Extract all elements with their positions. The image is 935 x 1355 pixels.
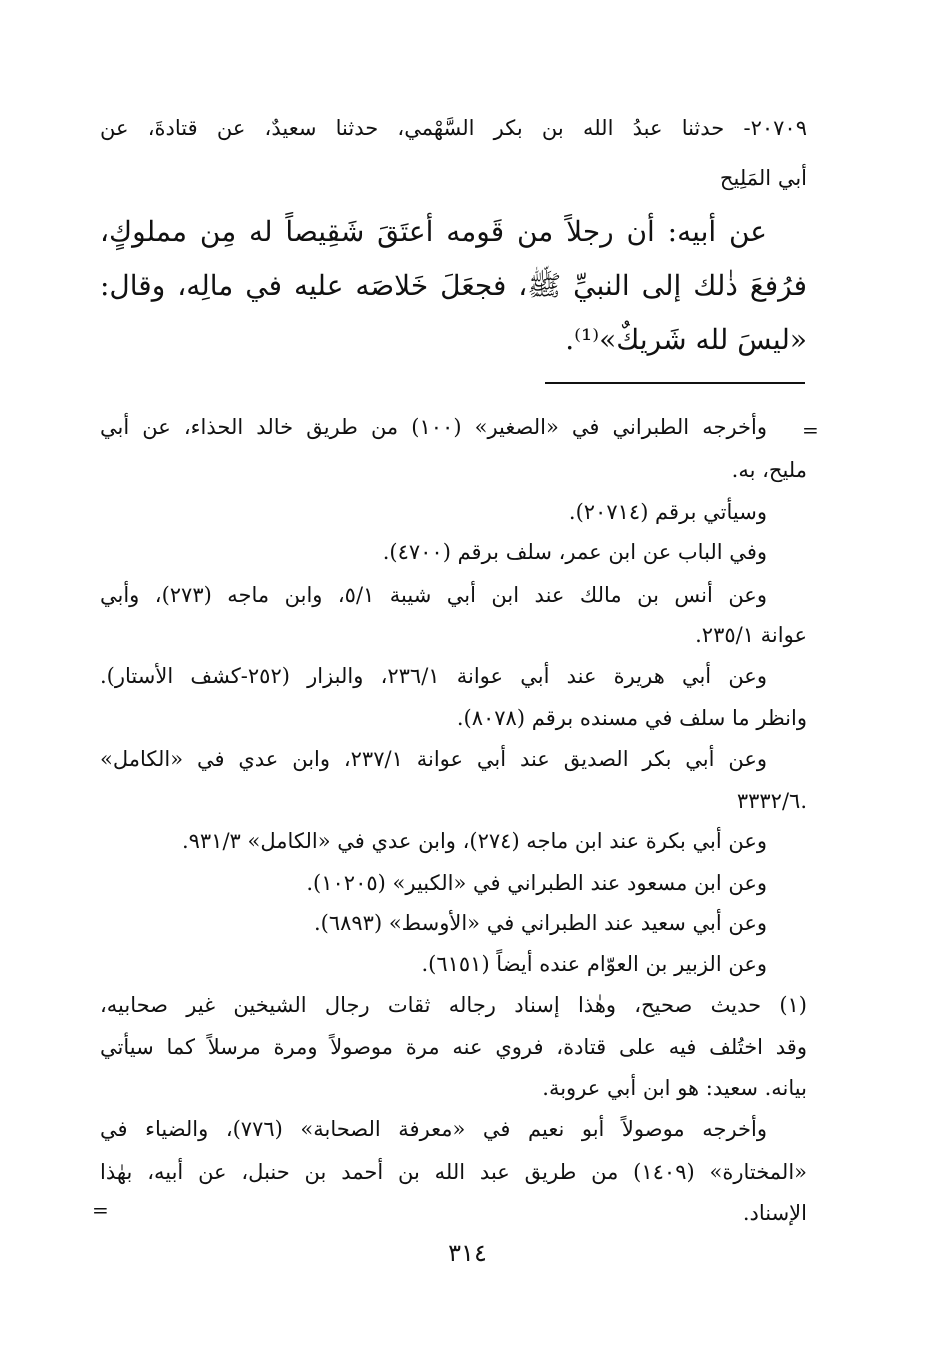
hadith-isnad-line-1: ٢٠٧٠٩- حدثنا عبدُ الله بن بكر السَّهْمي، حدثنا سعيدٌ، عن قتادةَ، عن [100, 116, 807, 140]
end-continuation-mark: = [92, 1198, 109, 1222]
footnote-line-15: (١) حديث صحيح، وهٰذا إسناد رجاله ثقات رجال الشيخين غير صحابيه، [100, 993, 807, 1017]
continuation-mark: = [802, 418, 819, 442]
page-number: ٣١٤ [448, 1239, 487, 1267]
footnote-line-2: مليح، به. [731, 458, 807, 482]
footnote-line-19: «المختارة» (١٤٠٩) من طريق عبد الله بن أحمد بن حنبل، عن أبيه، بهٰذا [100, 1160, 808, 1184]
footnote-line-5: وعن أنس بن مالك عند ابن أبي شيبة ٥/١، وابن ماجه (٢٧٣)، وأبي [100, 583, 767, 607]
footnote-line-20: الإسناد. [742, 1201, 807, 1225]
hadith-matn-line-2: فرُفعَ ذٰلك إلى النبيِّ ﷺ، فجعَلَ خَلاصَه عليه في مالِه، وقال: [100, 269, 807, 302]
footnote-line-12: وعن ابن مسعود عند الطبراني في «الكبير» (١٠٢٠٥). [306, 871, 767, 895]
footnote-line-11: وعن أبي بكرة عند ابن ماجه (٢٧٤)، وابن عدي في «الكامل» ٩٣١/٣. [181, 829, 767, 853]
footnote-separator [545, 382, 805, 384]
footnote-line-6: عوانة ٢٣٥/١. [695, 623, 807, 647]
hadith-isnad-line-2: أبي المَلِيح [719, 166, 807, 190]
footnote-line-18: وأخرجه موصولاً أبو نعيم في «معرفة الصحابة» (٧٧٦)، والضياء في [100, 1117, 767, 1141]
footnote-line-13: وعن أبي سعيد عند الطبراني في «الأوسط» (٦٨٩٣). [313, 911, 767, 935]
footnote-line-3: وسيأتي برقم (٢٠٧١٤). [568, 500, 767, 524]
footnote-line-1: وأخرجه الطبراني في «الصغير» (١٠٠) من طريق خالد الحذاء، عن أبي [100, 415, 768, 439]
footnote-line-14: وعن الزبير بن العوّام عنده أيضاً (٦١٥١). [421, 952, 767, 976]
footnote-line-10: ٣٣٣٢/٦. [736, 789, 807, 813]
hadith-matn-line-1: عن أبيه: أن رجلاً من قَومه أعتَقَ شَقِيصاً له مِن مملوكٍ، [100, 215, 767, 248]
footnote-line-7: وعن أبي هريرة عند أبي عوانة ٢٣٦/١، والبزار (٢٥٢-كشف الأستار). [100, 664, 767, 688]
footnote-line-16: وقد اختُلف فيه على قتادة، فروي عنه مرة موصولاً ومرة مرسلاً كما سيأتي [100, 1035, 807, 1059]
footnote-line-9: وعن أبي بكر الصديق عند أبي عوانة ٢٣٧/١، وابن عدي في «الكامل» [100, 747, 767, 771]
footnote-line-8: وانظر ما سلف في مسنده برقم (٨٠٧٨). [456, 706, 807, 730]
footnote-line-17: بيانه. سعيد: هو ابن أبي عروبة. [542, 1076, 807, 1100]
footnote-line-4: وفي الباب عن ابن عمر، سلف برقم (٤٧٠٠). [382, 540, 767, 564]
hadith-matn-line-3: «ليسَ لله شَريكٌ»⁽¹⁾. [565, 323, 807, 356]
